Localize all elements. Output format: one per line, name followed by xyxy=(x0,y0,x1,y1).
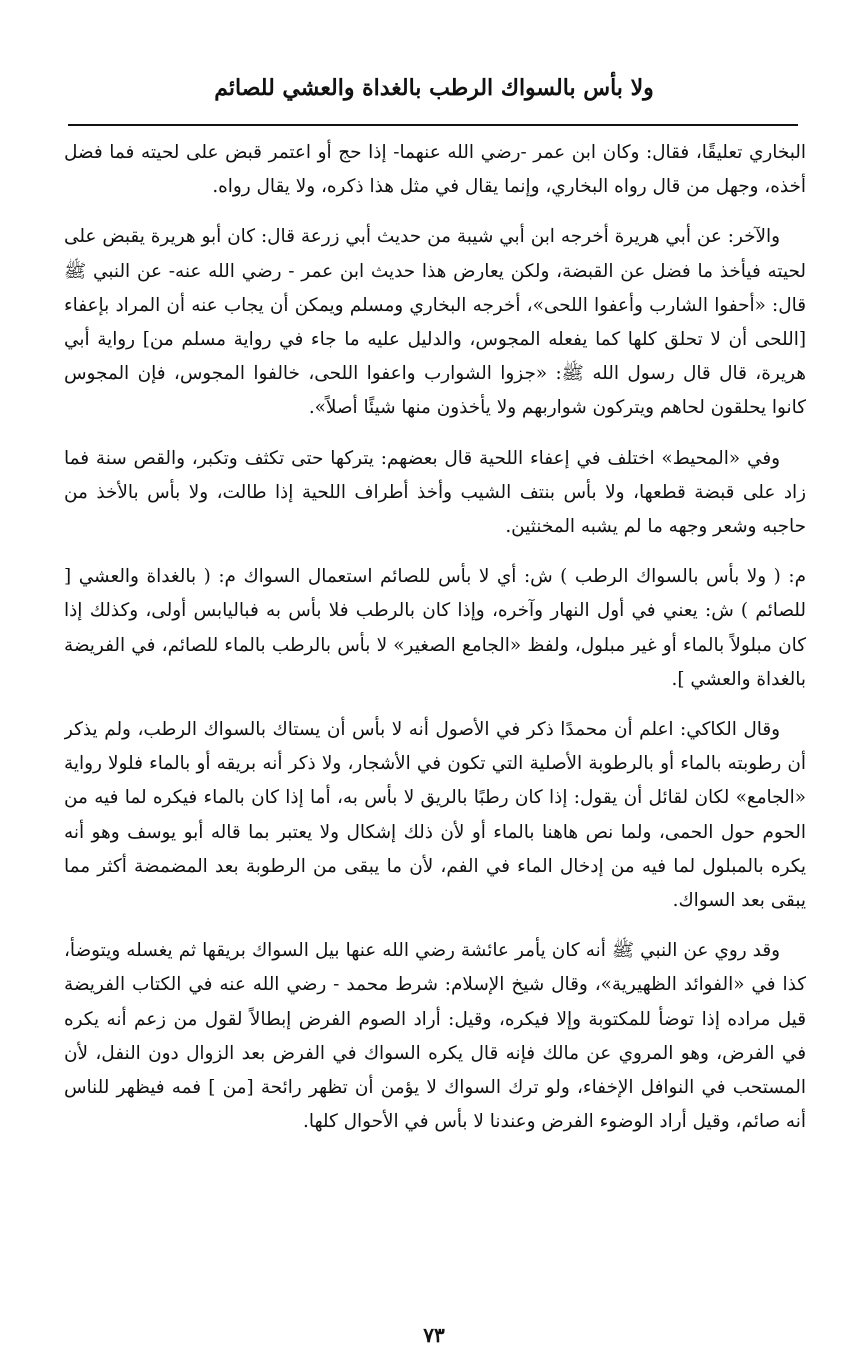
paragraph-1: البخاري تعليقًا، فقال: وكان ابن عمر -رضي الله عنهما- إذا حج أو اعتمر قبض على لحيته فما فضل أخذه، وجهل من قال رواه البخاري، وإنما يقال في مثل هذا ذكره، ولا يقال رواه. xyxy=(64,142,806,198)
paragraph-6: وقد روي عن النبي ﷺ أنه كان يأمر عائشة رضي الله عنها بيل السواك بريقها ثم يغسله ويتوضأ، كذا في «الفوائد الظهيرية»، وقال شيخ الإسلام: شرط محمد - رضي الله عنه في الكتاب الفريضة قيل مراده إذا توضأ للمكتوبة وإلا فيكره، وقيل: أراد الصوم الفرض إبطالاً لقول من زعم أنه يكره في الفرض، وهو المروي عن مالك فإنه قال يكره السواك في الفرض بعد الزوال دون النفل، لأن المستحب في النوافل الإخفاء، ولو ترك السواك لا يؤمن أن تظهر رائحة [من ] فمه فيظهر للناس أنه صائم، وقيل أراد الوضوء الفرض وعندنا لا بأس في الأحوال كلها. xyxy=(64,940,806,1133)
page-number: ٧٣ xyxy=(423,1323,445,1347)
paragraph-5: وقال الكاكي: اعلم أن محمدًا ذكر في الأصول أنه لا بأس أن يستاك بالسواك الرطب، ولم يذكر أن رطوبته بالماء أو بالرطوبة الأصلية التي تكون في الأشجار، ولا ذكر أنه بريقه أو بالماء فلولا رواية «الجامع» لكان لقائل أن يقول: إذا كان رطبًا بالريق لا بأس به، أما إذا كان بالماء فيكره لما فيه من الحوم حول الحمى، ولما نص هاهنا بالماء أو لأن ذلك إشكال ولا يعتبر بما قاله أبو يوسف وهو أنه يكره بالمبلول لما فيه من إدخال الماء في الفم، لأن ما يبقى من الرطوبة بعد المضمضة أكثر مما يبقى بعد السواك. xyxy=(64,719,806,912)
running-title: ولا بأس بالسواك الرطب بالغداة والعشي للصائم xyxy=(214,75,654,101)
paragraph-2: والآخر: عن أبي هريرة أخرجه ابن أبي شيبة من حديث أبي زرعة قال: كان أبو هريرة يقبض على لحيته فيأخذ ما فضل عن القبضة، ولكن يعارض هذا حديث ابن عمر - رضي الله عنه- عن النبي ﷺ قال: «أحفوا الشارب وأعفوا اللحى»، أخرجه البخاري ومسلم ويمكن أن يجاب عنه أن المراد بإعفاء [اللحى أن لا تحلق كلها كما يفعله المجوس، والدليل عليه ما جاء في رواية مسلم من] رواية أبي هريرة، قال قال رسول الله ﷺ: «جزوا الشوارب واعفوا اللحى، خالفوا المجوس، فإن المجوس كانوا يحلقون لحاهم ويتركون شواربهم ولا يأخذون منها شيئًا أصلاً». xyxy=(64,226,806,419)
paragraph-3: وفي «المحيط» اختلف في إعفاء اللحية قال بعضهم: يتركها حتى تكثف وتكبر، والقص سنة فما زاد على قبضة قطعها، ولا بأس بنتف الشيب وأخذ أطراف اللحية إذا طالت، ولا بأس بالأخذ من حاجبه وشعر وجهه ما لم يشبه المخنثين. xyxy=(64,447,806,538)
body-text xyxy=(64,136,806,1306)
header-rule xyxy=(68,124,798,126)
paragraph-4: م: ( ولا بأس بالسواك الرطب ) ش: أي لا بأس للصائم استعمال السواك م: ( بالغداة والعشي [ للصائم ) ش: يعني في أول النهار وآخره، وإذا كان بالرطب فلا بأس به فباليابس أولى، وكذلك إذا كان مبلولاً بالماء أو غير مبلول، ولفظ «الجامع الصغير» لا بأس بالرطب بالماء للصائم، في الفريضة بالغداة والعشي ]. xyxy=(64,566,806,690)
